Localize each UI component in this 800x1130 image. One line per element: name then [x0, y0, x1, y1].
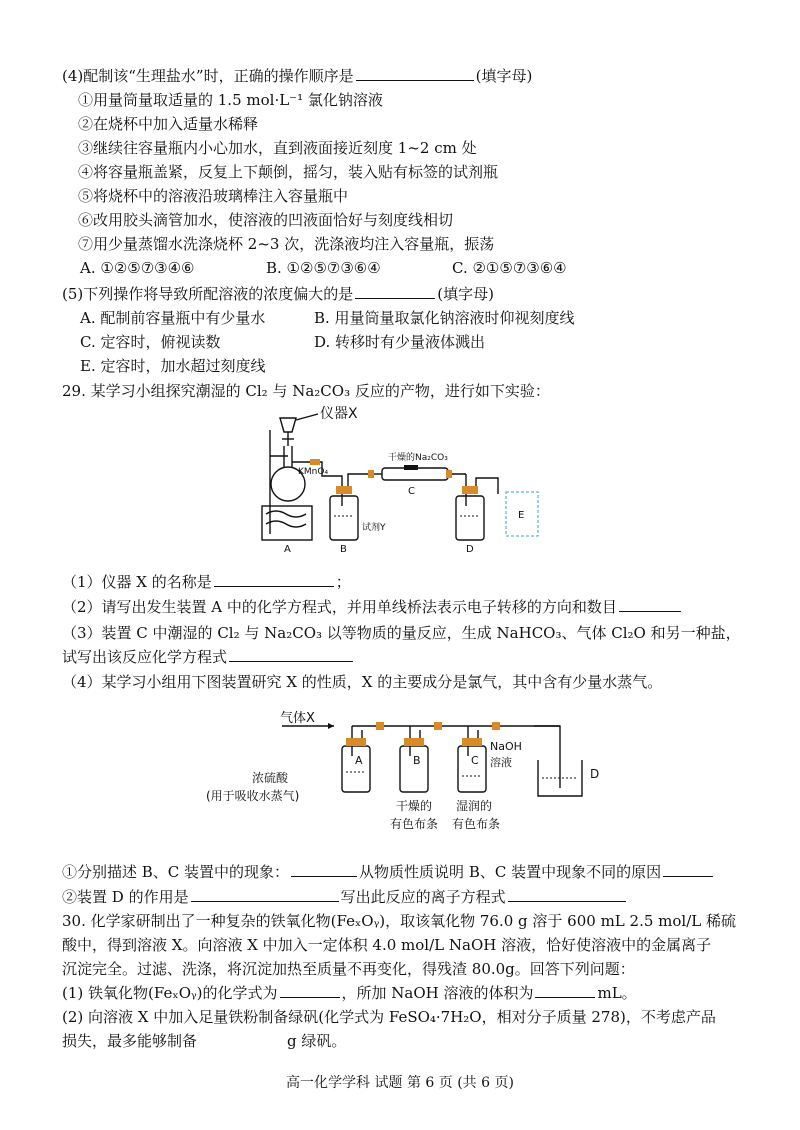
q28-p5-option-e: E. 定容时，加水超过刻度线	[80, 357, 266, 375]
label-e: E	[518, 510, 525, 521]
answer-blank	[214, 572, 334, 587]
naoh-label: NaOH	[490, 740, 522, 753]
answer-blank	[191, 887, 339, 902]
label-reagent-y: 试剂Y	[362, 523, 386, 533]
beaker-d-label: D	[590, 767, 600, 781]
q28-step-4: ④将容量瓶盖紧，反复上下颠倒，摇匀，装入贴有标签的试剂瓶	[78, 163, 499, 181]
answer-blank	[508, 887, 626, 902]
q28-p4-stem: (4)配制该“生理盐水”时，正确的操作顺序是 (填字母)	[62, 67, 533, 85]
answer-blank	[663, 862, 713, 877]
q30-line-4: (1) 铁氧化物(FeₓOᵧ)的化学式为 ，所加 NaOH 溶液的体积为 mL。	[62, 984, 637, 1002]
answer-blank	[619, 597, 681, 612]
label-kmno4: KMnO₄	[298, 467, 329, 477]
conc-acid-note: (用于吸收水蒸气)	[206, 789, 300, 803]
q29-stem: 29. 某学习小组探究潮湿的 Cl₂ 与 Na₂CO₃ 反应的产物，进行如下实验：	[62, 382, 550, 400]
page-footer: 高一化学学科 试题 第 6 页 (共 6 页)	[286, 1075, 514, 1091]
dry-cloth-label-1: 干燥的	[396, 799, 433, 813]
q30-line-3: 沉淀完全。过滤、洗涤，将沉淀加热至质量不再变化，得残渣 80.0g。回答下列问题：	[62, 960, 635, 978]
bottle-c-label: C	[471, 754, 479, 767]
q28-p5-option-c: C. 定容时，俯视读数	[80, 333, 221, 351]
apparatus-figure-2	[206, 706, 612, 846]
q28-step-1: ①用量筒量取适量的 1.5 mol·L⁻¹ 氯化钠溶液	[78, 91, 383, 109]
q28-step-6: ⑥改用胶头滴管加水，使溶液的凹液面恰好与刻度线相切	[78, 211, 454, 229]
label-dry-na2co3: 干燥的Na₂CO₃	[388, 453, 448, 463]
dry-cloth-label-2: 有色布条	[390, 817, 439, 831]
q30-line-2: 酸中，得到溶液 X。向溶液 X 中加入一定体积 4.0 mol/L NaOH 溶液，恰好使溶液中的金属离子	[62, 936, 712, 954]
label-gas-x: 气体X	[280, 711, 315, 726]
label-d: D	[466, 544, 474, 555]
q28-step-5: ⑤将烧杯中的溶液沿玻璃棒注入容量瓶中	[78, 187, 349, 205]
q29-sub-4-1: ①分别描述 B、C 装置中的现象： 从物质性质说明 B、C 装置中现象不同的原因	[62, 862, 715, 882]
solution-label: 溶液	[490, 756, 512, 769]
bottle-b-label: B	[413, 754, 421, 767]
q29-sub-2: （2）请写出发生装置 A 中的化学方程式，并用单线桥法表示电子转移的方向和数目	[62, 597, 683, 617]
answer-blank	[280, 983, 340, 998]
answer-blank	[199, 1031, 285, 1046]
q28-step-3: ③继续往容量瓶内小心加水，直到液面接近刻度 1~2 cm 处	[78, 139, 477, 157]
q29-sub-1: （1）仪器 X 的名称是 ；	[62, 573, 351, 591]
q28-p4-option-c: C. ②①⑤⑦③⑥④	[452, 259, 567, 277]
q28-p5-option-b: B. 用量筒量取氯化钠溶液时仰视刻度线	[314, 309, 575, 327]
label-b: B	[340, 544, 347, 555]
label-c: C	[408, 486, 415, 497]
q28-p5-option-a: A. 配制前容量瓶中有少量水	[80, 309, 266, 327]
q28-p4-option-b: B. ①②⑤⑦③⑥④	[266, 259, 381, 277]
wet-cloth-label-2: 有色布条	[452, 817, 501, 831]
q29-sub-3a: （3）装置 C 中潮湿的 Cl₂ 与 Na₂CO₃ 以等物质的量反应，生成 NaHCO₃、气体 Cl₂O 和另一种盐，	[62, 624, 741, 642]
q30-line-1: 30. 化学家研制出了一种复杂的铁氧化物(FeₓOᵧ)，取该氧化物 76.0 g 溶于 600 mL 2.5 mol/L 稀硫	[62, 912, 736, 930]
q30-line-6: 损失，最多能够制备 g 绿矾。	[62, 1032, 347, 1050]
q28-step-7: ⑦用少量蒸馏水洗涤烧杯 2~3 次，洗涤液均注入容量瓶，振荡	[78, 235, 495, 253]
bottle-a-label: A	[355, 754, 363, 767]
q30-line-5: (2) 向溶液 X 中加入足量铁粉制备绿矾(化学式为 FeSO₄·7H₂O，相对分子质量 278)，不考虑产品	[62, 1008, 716, 1026]
conc-acid-label: 浓硫酸	[252, 771, 289, 785]
q29-sub-4-2: ②装置 D 的作用是 写出此反应的离子方程式	[62, 887, 628, 907]
apparatus-figure-1	[250, 402, 550, 562]
answer-blank	[535, 983, 595, 998]
q29-sub-3b: 试写出该反应化学方程式	[62, 647, 355, 667]
label-x: 仪器X	[320, 406, 358, 422]
answer-blank	[229, 647, 353, 662]
wet-cloth-label-1: 湿润的	[456, 799, 493, 813]
answer-blank	[355, 284, 435, 299]
q28-p5-option-d: D. 转移时有少量液体溅出	[314, 333, 486, 351]
answer-blank	[291, 862, 357, 877]
q28-p4-option-a: A. ①②⑤⑦③④⑥	[80, 259, 195, 277]
label-a: A	[284, 544, 291, 555]
q29-sub-4: （4）某学习小组用下图装置研究 X 的性质，X 的主要成分是氯气，其中含有少量水蒸气。	[62, 673, 663, 691]
q28-p5-stem: (5)下列操作将导致所配溶液的浓度偏大的是 (填字母)	[62, 285, 494, 303]
answer-blank	[356, 66, 474, 81]
q28-step-2: ②在烧杯中加入适量水稀释	[78, 115, 259, 133]
